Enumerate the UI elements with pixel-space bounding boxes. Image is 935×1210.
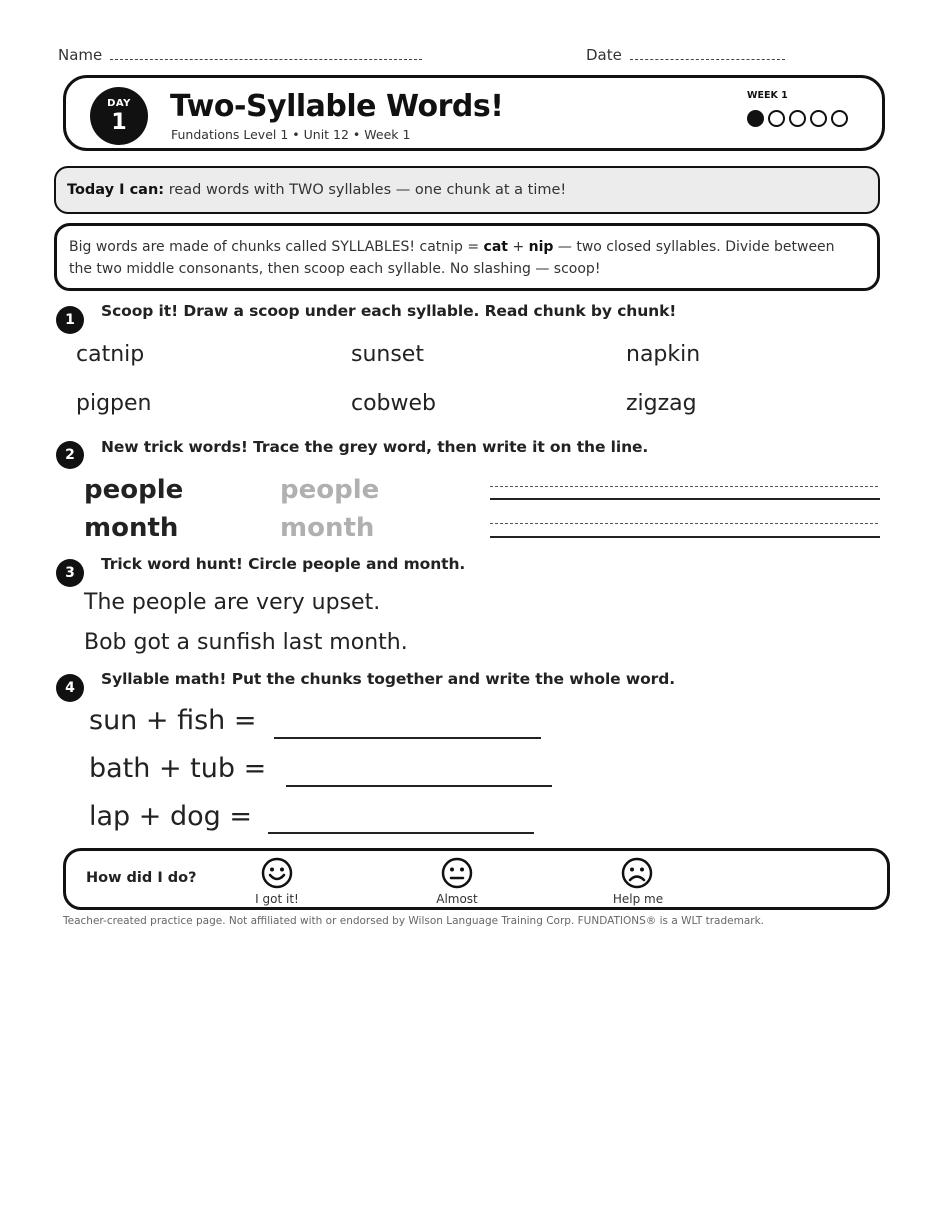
- week-dot: [831, 110, 848, 127]
- hunt-sentence[interactable]: The people are very upset.: [84, 590, 381, 615]
- self-check-question: How did I do?: [86, 870, 197, 886]
- week-label: WEEK 1: [747, 90, 788, 101]
- goal-statement: [67, 182, 566, 198]
- write-line-guide: [490, 523, 878, 524]
- syllable-equation: lap + dog =: [89, 801, 252, 832]
- scoop-word[interactable]: napkin: [626, 342, 701, 367]
- footer-disclaimer: Teacher-created practice page. Not affiliated with or endorsed by Wilson Language Training Corp. FUNDATIONS® is a WLT trademark.: [63, 915, 765, 927]
- scoop-word[interactable]: sunset: [351, 342, 424, 367]
- sad-face-icon: [621, 857, 653, 889]
- answer-line[interactable]: [268, 832, 534, 834]
- info-part2: — two closed syllables. Divide between the two middle consonants, then scoop each syllable. No slashing — scoop!: [69, 239, 835, 277]
- info-plus: +: [508, 239, 529, 255]
- self-check-option-almost[interactable]: [441, 857, 473, 893]
- syllable-equation: bath + tub =: [89, 753, 267, 784]
- name-label: Name: [58, 46, 103, 64]
- day-label: DAY: [107, 98, 131, 109]
- self-check-label: Help me: [612, 892, 664, 906]
- page-subtitle: Fundations Level 1 • Unit 12 • Week 1: [171, 127, 411, 142]
- week-dot: [789, 110, 806, 127]
- goal-text: read words with TWO syllables — one chunk at a time!: [164, 182, 567, 198]
- syllable-equation: sun + fish =: [89, 705, 257, 736]
- week-dot: [768, 110, 785, 127]
- self-check-label: Almost: [436, 892, 478, 906]
- section-3-title: Trick word hunt! Circle people and month.: [101, 555, 466, 573]
- smile-face-icon: [261, 857, 293, 889]
- section-1-number: 1: [56, 306, 84, 334]
- goal-lead: Today I can:: [67, 182, 165, 198]
- page-title: Two-Syllable Words!: [170, 89, 504, 124]
- info-part1: Big words are made of chunks called SYLLABLES! catnip =: [69, 239, 484, 255]
- info-nip: nip: [528, 239, 554, 255]
- trick-word: people: [84, 475, 184, 505]
- write-line[interactable]: [490, 536, 880, 538]
- date-line[interactable]: [630, 59, 785, 60]
- section-3-number: 3: [56, 559, 84, 587]
- trick-word: month: [84, 513, 179, 543]
- answer-line[interactable]: [274, 737, 541, 739]
- name-field[interactable]: [58, 46, 422, 64]
- trace-word[interactable]: people: [280, 475, 380, 505]
- write-line[interactable]: [490, 498, 880, 500]
- scoop-word[interactable]: zigzag: [626, 391, 697, 416]
- section-4-title: Syllable math! Put the chunks together and write the whole word.: [101, 670, 675, 688]
- week-dot: [810, 110, 827, 127]
- date-field[interactable]: [586, 46, 785, 64]
- section-4-number: 4: [56, 674, 84, 702]
- answer-line[interactable]: [286, 785, 552, 787]
- day-number: 1: [111, 110, 127, 135]
- week-dot: [747, 110, 764, 127]
- write-line-guide: [490, 486, 878, 487]
- name-line[interactable]: [110, 59, 422, 60]
- info-cat: cat: [483, 239, 508, 255]
- trace-word[interactable]: month: [280, 513, 375, 543]
- week-progress: [747, 110, 848, 127]
- day-badge: [90, 87, 148, 145]
- neutral-face-icon: [441, 857, 473, 889]
- section-2-number: 2: [56, 441, 84, 469]
- date-label: Date: [586, 46, 622, 64]
- scoop-word[interactable]: catnip: [76, 342, 145, 367]
- section-1-title: Scoop it! Draw a scoop under each syllable. Read chunk by chunk!: [101, 302, 677, 320]
- scoop-word[interactable]: pigpen: [76, 391, 152, 416]
- self-check-option-help[interactable]: [621, 857, 653, 893]
- scoop-word[interactable]: cobweb: [351, 391, 437, 416]
- info-text: [69, 236, 859, 280]
- self-check-option-got-it[interactable]: [261, 857, 293, 893]
- self-check-label: I got it!: [255, 892, 299, 906]
- hunt-sentence[interactable]: Bob got a sunfish last month.: [84, 630, 408, 655]
- section-2-title: New trick words! Trace the grey word, then write it on the line.: [101, 438, 649, 456]
